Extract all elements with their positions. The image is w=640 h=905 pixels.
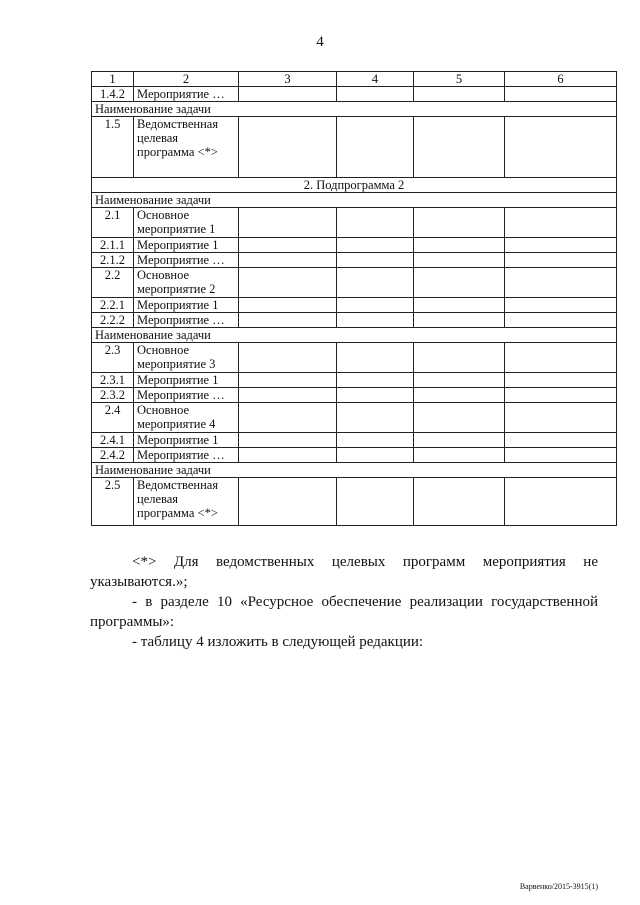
activity-name-cell: Основное мероприятие 3: [134, 343, 239, 373]
empty-cell-col-4: [337, 448, 414, 463]
task-name-row: [92, 102, 617, 117]
empty-cell-col-6: [505, 478, 617, 526]
empty-cell-col-5: [414, 448, 505, 463]
paragraph-section-10-line-1: - в разделе 10 «Ресурсное обеспечение реализации государственной: [132, 594, 598, 610]
table-row: [92, 448, 617, 463]
activity-name-cell: Мероприятие …: [134, 87, 239, 102]
row-number-cell: 2.1: [92, 208, 134, 238]
table-header-cell: 1: [92, 72, 134, 87]
task-name-row: [92, 328, 617, 343]
empty-cell-col-5: [414, 313, 505, 328]
row-number-cell: 1.5: [92, 117, 134, 178]
empty-cell-col-5: [414, 268, 505, 298]
row-number-cell: 1.4.2: [92, 87, 134, 102]
empty-cell-col-6: [505, 117, 617, 178]
empty-cell-col-6: [505, 87, 617, 102]
empty-cell-col-5: [414, 208, 505, 238]
empty-cell-col-6: [505, 403, 617, 433]
activity-name-cell: Мероприятие …: [134, 253, 239, 268]
task-name-row: [92, 193, 617, 208]
row-number-cell: 2.4.2: [92, 448, 134, 463]
task-name-cell: Наименование задачи: [92, 193, 617, 208]
table-row: [92, 238, 617, 253]
empty-cell-col-4: [337, 403, 414, 433]
table-header-row: [92, 72, 617, 87]
table-header-cell: 4: [337, 72, 414, 87]
empty-cell-col-3: [239, 298, 337, 313]
empty-cell-col-6: [505, 388, 617, 403]
empty-cell-col-6: [505, 208, 617, 238]
table-row: [92, 313, 617, 328]
row-number-cell: 2.2.1: [92, 298, 134, 313]
empty-cell-col-3: [239, 238, 337, 253]
empty-cell-col-5: [414, 253, 505, 268]
empty-cell-col-3: [239, 433, 337, 448]
row-number-cell: 2.2: [92, 268, 134, 298]
empty-cell-col-4: [337, 208, 414, 238]
empty-cell-col-5: [414, 478, 505, 526]
empty-cell-col-4: [337, 87, 414, 102]
paragraph-section-10-line-2: программы»:: [90, 614, 175, 630]
activity-name-cell: Основное мероприятие 4: [134, 403, 239, 433]
empty-cell-col-4: [337, 478, 414, 526]
table-header-cell: 5: [414, 72, 505, 87]
empty-cell-col-3: [239, 403, 337, 433]
empty-cell-col-4: [337, 313, 414, 328]
table-row: [92, 478, 617, 526]
activity-name-cell: Ведомственная целевая программа <*>: [134, 117, 239, 178]
empty-cell-col-6: [505, 433, 617, 448]
empty-cell-col-5: [414, 298, 505, 313]
empty-cell-col-4: [337, 253, 414, 268]
row-number-cell: 2.3.2: [92, 388, 134, 403]
table-row: [92, 433, 617, 448]
empty-cell-col-4: [337, 298, 414, 313]
table-row: [92, 117, 617, 178]
empty-cell-col-4: [337, 373, 414, 388]
subprogram-title: 2. Подпрограмма 2: [92, 178, 617, 193]
document-code: Варвенко/2015-3915(1): [519, 882, 598, 891]
activity-name-cell: Мероприятие 1: [134, 373, 239, 388]
empty-cell-col-5: [414, 87, 505, 102]
empty-cell-col-5: [414, 117, 505, 178]
table-row: [92, 87, 617, 102]
task-name-cell: Наименование задачи: [92, 463, 617, 478]
empty-cell-col-3: [239, 208, 337, 238]
empty-cell-col-3: [239, 448, 337, 463]
empty-cell-col-5: [414, 433, 505, 448]
table-row: [92, 268, 617, 298]
paragraph-table-4: - таблицу 4 изложить в следующей редакции:: [132, 634, 424, 650]
activity-name-cell: Ведомственная целевая программа <*>: [134, 478, 239, 526]
subprogram-row: [92, 178, 617, 193]
empty-cell-col-4: [337, 117, 414, 178]
empty-cell-col-6: [505, 253, 617, 268]
empty-cell-col-6: [505, 268, 617, 298]
empty-cell-col-3: [239, 268, 337, 298]
empty-cell-col-6: [505, 313, 617, 328]
empty-cell-col-5: [414, 238, 505, 253]
task-name-cell: Наименование задачи: [92, 328, 617, 343]
activity-name-cell: Мероприятие …: [134, 313, 239, 328]
table-row: [92, 373, 617, 388]
activity-name-cell: Мероприятие 1: [134, 238, 239, 253]
empty-cell-col-4: [337, 268, 414, 298]
table-header-cell: 2: [134, 72, 239, 87]
empty-cell-col-6: [505, 343, 617, 373]
table-row: [92, 298, 617, 313]
paragraph-section-10: [90, 592, 598, 632]
empty-cell-col-4: [337, 238, 414, 253]
footnote: [90, 552, 598, 592]
table-row: [92, 208, 617, 238]
table-header-cell: 3: [239, 72, 337, 87]
table-row: [92, 253, 617, 268]
empty-cell-col-6: [505, 298, 617, 313]
activity-name-cell: Основное мероприятие 2: [134, 268, 239, 298]
empty-cell-col-3: [239, 87, 337, 102]
table-row: [92, 343, 617, 373]
activities-table: [91, 71, 617, 526]
empty-cell-col-5: [414, 403, 505, 433]
activity-name-cell: Мероприятие …: [134, 388, 239, 403]
row-number-cell: 2.4: [92, 403, 134, 433]
empty-cell-col-4: [337, 433, 414, 448]
row-number-cell: 2.3.1: [92, 373, 134, 388]
table-header-cell: 6: [505, 72, 617, 87]
empty-cell-col-3: [239, 373, 337, 388]
table-row: [92, 403, 617, 433]
empty-cell-col-3: [239, 117, 337, 178]
empty-cell-col-6: [505, 448, 617, 463]
empty-cell-col-5: [414, 343, 505, 373]
row-number-cell: 2.4.1: [92, 433, 134, 448]
page-number: 4: [316, 34, 324, 50]
table-row: [92, 388, 617, 403]
table-body: [92, 72, 617, 526]
activity-name-cell: Основное мероприятие 1: [134, 208, 239, 238]
empty-cell-col-3: [239, 313, 337, 328]
row-number-cell: 2.1.1: [92, 238, 134, 253]
empty-cell-col-5: [414, 388, 505, 403]
empty-cell-col-4: [337, 343, 414, 373]
empty-cell-col-6: [505, 238, 617, 253]
empty-cell-col-3: [239, 478, 337, 526]
empty-cell-col-3: [239, 343, 337, 373]
empty-cell-col-5: [414, 373, 505, 388]
empty-cell-col-3: [239, 388, 337, 403]
activity-name-cell: Мероприятие 1: [134, 433, 239, 448]
row-number-cell: 2.2.2: [92, 313, 134, 328]
row-number-cell: 2.5: [92, 478, 134, 526]
activity-name-cell: Мероприятие 1: [134, 298, 239, 313]
task-name-row: [92, 463, 617, 478]
empty-cell-col-3: [239, 253, 337, 268]
footnote-line-2: указываются.»;: [90, 574, 188, 590]
row-number-cell: 2.1.2: [92, 253, 134, 268]
task-name-cell: Наименование задачи: [92, 102, 617, 117]
empty-cell-col-4: [337, 388, 414, 403]
row-number-cell: 2.3: [92, 343, 134, 373]
footnote-line-1: <*> Для ведомственных целевых программ мероприятия не: [132, 554, 598, 570]
empty-cell-col-6: [505, 373, 617, 388]
activity-name-cell: Мероприятие …: [134, 448, 239, 463]
